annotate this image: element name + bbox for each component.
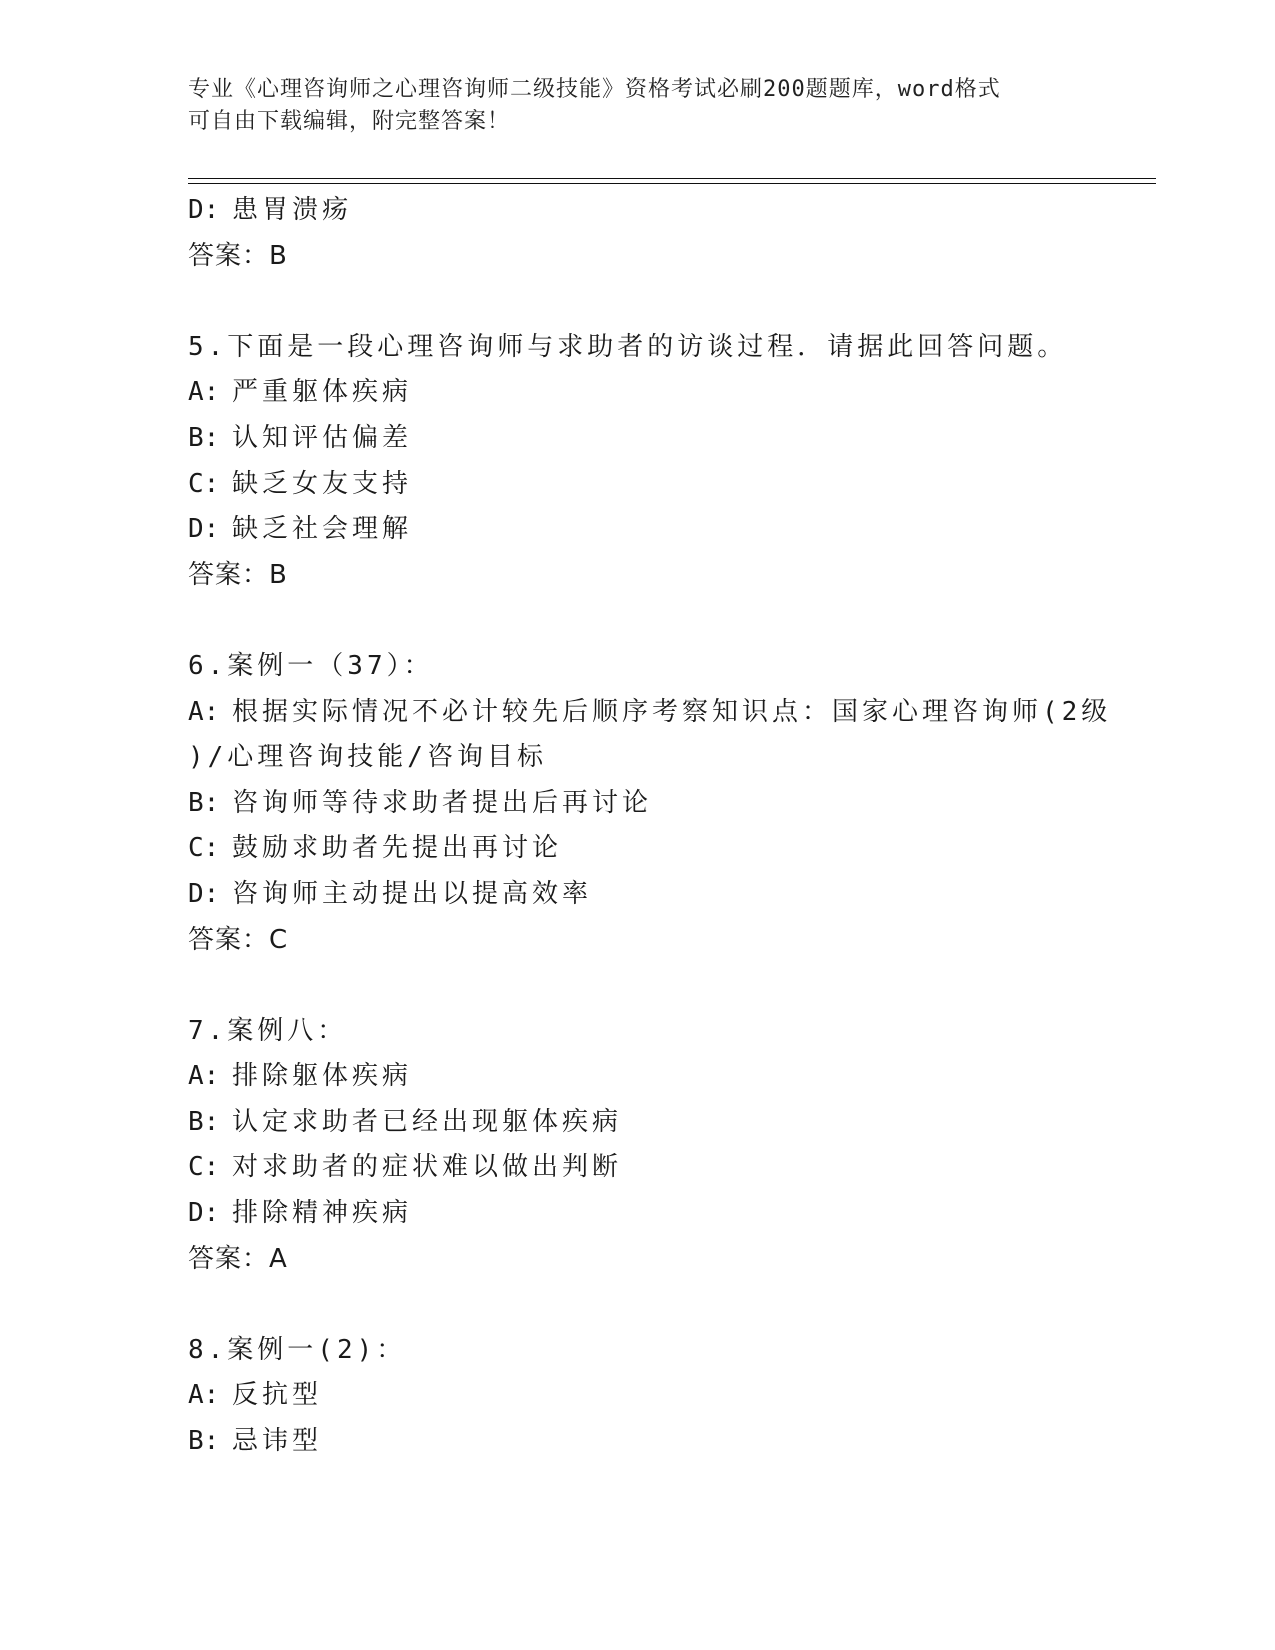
option-letter: B: [188,422,220,453]
option-letter: A: [188,1380,220,1411]
option-letter: B: [188,1426,220,1457]
option-a [188,370,1108,416]
option-a-continuation: )/心理咨询技能/咨询目标 [188,742,547,773]
option-letter: C: [188,468,220,499]
option-letter: A: [188,696,220,727]
option-text: 严重躯体疾病 [232,377,413,408]
option-text: 患胃溃疡 [232,195,353,225]
option-letter: D: [188,1198,220,1229]
option-text: 反抗型 [232,1380,323,1411]
option-d [188,507,1108,553]
option-text: 认知评估偏差 [232,422,413,453]
option-text: 排除精神疾病 [232,1198,413,1229]
option-letter: D: [188,878,220,909]
option-b [188,781,1108,827]
option-b [188,1419,1108,1465]
document-header [188,74,1088,138]
option-letter: A: [188,377,220,408]
option-a [188,1373,1108,1419]
option-text: 缺乏社会理解 [232,514,413,545]
option-b [188,416,1108,462]
header-divider-top [188,178,1156,179]
option-c [188,826,1108,872]
header-divider-bottom [188,183,1156,184]
question-8-stem: 8.案例一(2)： [188,1334,407,1365]
option-text: 忌讳型 [232,1426,323,1457]
option-text: 对求助者的症状难以做出判断 [232,1152,623,1183]
option-d [188,1191,1108,1237]
option-text: 鼓励求助者先提出再讨论 [232,833,563,864]
question-5-stem: 5.下面是一段心理咨询师与求助者的访谈过程．请据此回答问题。 [188,331,1068,362]
answer-line: 答案：A [188,1243,288,1274]
option-c [188,1145,1108,1191]
option-letter: C: [188,833,220,864]
question-7-stem: 7.案例八： [188,1015,348,1046]
option-letter: B: [188,1106,220,1137]
option-text: 咨询师主动提出以提高效率 [232,878,593,909]
header-title-line-2: 可自由下载编辑，附完整答案！ [188,109,511,134]
option-text: 咨询师等待求助者提出后再讨论 [232,787,653,818]
option-letter: C: [188,1152,220,1183]
option-b [188,1100,1108,1146]
option-c [188,462,1108,508]
answer-line: 答案：C [188,924,289,955]
option-text: 认定求助者已经出现躯体疾病 [232,1106,623,1137]
header-title-line-1: 专业《心理咨询师之心理咨询师二级技能》资格考试必刷200题题库，word格式 [188,77,1001,102]
option-a [188,690,1112,736]
answer-line: 答案：B [188,559,288,590]
option-letter: B: [188,787,220,818]
option-text: 根据实际情况不必计较先后顺序考察知识点：国家心理咨询师(2级 [232,696,1112,727]
option-d [188,188,1108,234]
option-letter: A: [188,1061,220,1092]
option-letter: D: [188,514,220,545]
option-text: 缺乏女友支持 [232,468,413,499]
option-d [188,872,1108,918]
option-text: 排除躯体疾病 [232,1061,413,1092]
option-a [188,1054,1108,1100]
question-list [188,188,1112,1465]
option-letter: D: [188,195,220,225]
question-6-stem: 6.案例一（37）： [188,650,434,681]
answer-line: 答案：B [188,240,288,271]
